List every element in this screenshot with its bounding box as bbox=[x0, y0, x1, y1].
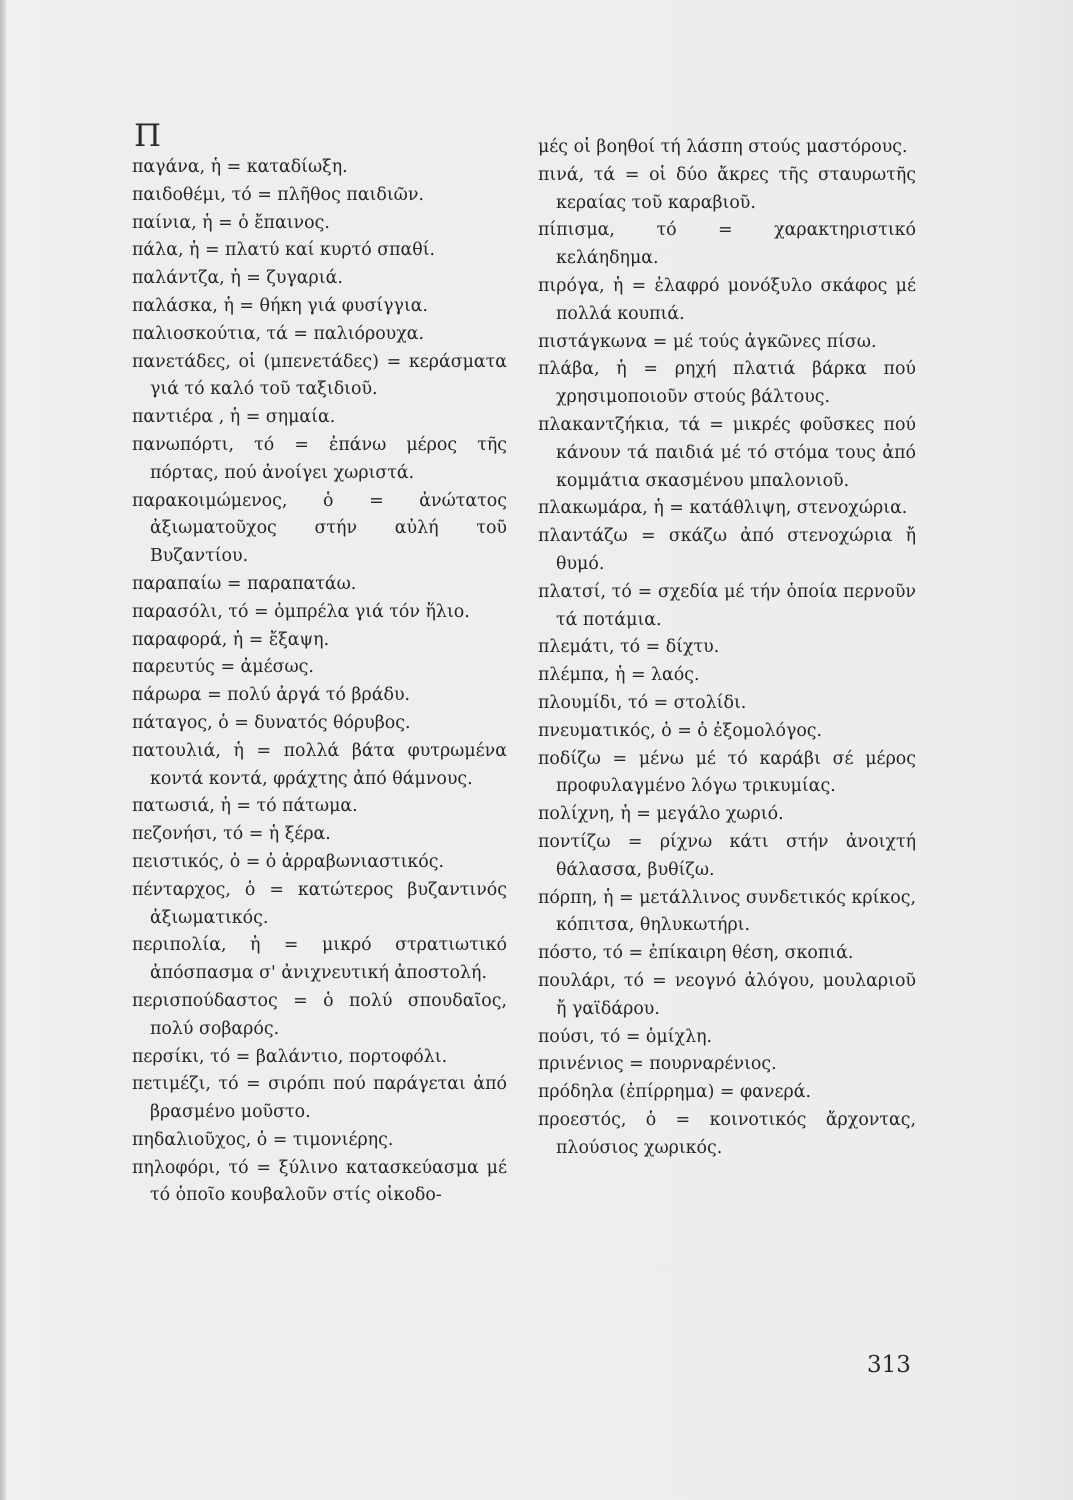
glossary-entry: πόστο, τό = ἐπίκαιρη θέση, σκοπιά. bbox=[538, 943, 854, 964]
glossary-entry: παραπαίω = παραπατάω. bbox=[132, 573, 357, 594]
glossary-entry: πινά, τά = οἱ δύο ἄκρες τῆς σταυρωτῆς κεραίας τοῦ καραβιοῦ. bbox=[538, 164, 916, 213]
glossary-entry: πατωσιά, ἡ = τό πάτωμα. bbox=[132, 796, 358, 817]
glossary-entry: πάταγος, ὁ = δυνατός θόρυβος. bbox=[132, 712, 411, 733]
right-column bbox=[538, 134, 916, 1162]
glossary-entry: πλακωμάρα, ἡ = κατάθλιψη, στενοχώρια. bbox=[538, 498, 908, 519]
glossary-entry: παρευτύς = ἀμέσως. bbox=[132, 657, 314, 678]
glossary-entry: πειστικός, ὁ = ὁ ἀρραβωνιαστικός. bbox=[132, 851, 445, 872]
glossary-entry: παραφορά, ἡ = ἔξαψη. bbox=[132, 629, 330, 650]
glossary-entry: πνευματικός, ὁ = ὁ ἐξομολόγος. bbox=[538, 720, 823, 741]
glossary-entry: παρασόλι, τό = ὀμπρέλα γιά τόν ἥλιο. bbox=[132, 601, 470, 622]
glossary-entry: πατουλιά, ἡ = πολλά βάτα φυτρωμένα κοντά κοντά, φράχτης ἀπό θάμνους. bbox=[132, 740, 507, 789]
glossary-entry: πένταρχος, ὁ = κατώτερος βυζαντινός ἀξιωματικός. bbox=[132, 879, 507, 928]
glossary-entry: πάλα, ἡ = πλατύ καί κυρτό σπαθί. bbox=[132, 240, 436, 261]
left-column bbox=[132, 154, 507, 1210]
glossary-entry: προεστός, ὁ = κοινοτικός ἄρχοντας, πλούσιος χωρικός. bbox=[538, 1109, 916, 1158]
glossary-entry: πλακαντζήκια, τά = μικρές φοῦσκες πού κάνουν τά παιδιά μέ τό στόμα τους ἀπό κομμάτια σκασμένου μπαλονιοῦ. bbox=[538, 414, 916, 491]
glossary-entry: παρακοιμώμενος, ὁ = ἀνώτατος ἀξιωματοῦχος στήν αὐλή τοῦ Βυζαντίου. bbox=[132, 490, 507, 567]
glossary-entry: ποντίζω = ρίχνω κάτι στήν ἀνοιχτή θάλασσα, βυθίζω. bbox=[538, 831, 916, 880]
glossary-entry: περσίκι, τό = βαλάντιο, πορτοφόλι. bbox=[132, 1046, 448, 1067]
glossary-entry: πλέμπα, ἡ = λαός. bbox=[538, 665, 700, 686]
glossary-entry: πουλάρι, τό = νεογνό ἀλόγου, μουλαριοῦ ἤ γαϊδάρου. bbox=[538, 970, 916, 1019]
glossary-entry: πετιμέζι, τό = σιρόπι πού παράγεται ἀπό βρασμένο μοῦστο. bbox=[132, 1074, 507, 1123]
glossary-entry: παλάσκα, ἡ = θήκη γιά φυσίγγια. bbox=[132, 295, 429, 316]
glossary-entry: περισπούδαστος = ὁ πολύ σπουδαῖος, πολύ σοβαρός. bbox=[132, 990, 507, 1039]
glossary-entry: πολίχνη, ἡ = μεγάλο χωριό. bbox=[538, 804, 784, 825]
glossary-entry: πηλοφόρι, τό = ξύλινο κατασκεύασμα μέ τό ὁποῖο κουβαλοῦν στίς οἰκοδο- bbox=[132, 1157, 507, 1206]
glossary-entry: πόρπη, ἡ = μετάλλινος συνδετικός κρίκος, κόπιτσα, θηλυκωτήρι. bbox=[538, 887, 916, 936]
glossary-entry: πλαντάζω = σκάζω ἀπό στενοχώρια ἤ θυμό. bbox=[538, 526, 916, 574]
glossary-entry: περιπολία, ἡ = μικρό στρατιωτικό ἀπόσπασμα σ' ἀνιχνευτική ἀποστολή. bbox=[132, 935, 507, 984]
glossary-entry: παίνια, ἡ = ὁ ἔπαινος. bbox=[132, 212, 330, 233]
glossary-entry: παγάνα, ἡ = καταδίωξη. bbox=[132, 157, 348, 177]
glossary-entry: παλάντζα, ἡ = ζυγαριά. bbox=[132, 268, 343, 289]
glossary-entry: πανετάδες, οἱ (μπενετάδες) = κεράσματα γιά τό καλό τοῦ ταξιδιοῦ. bbox=[132, 351, 507, 400]
glossary-entry: πάρωρα = πολύ ἀργά τό βράδυ. bbox=[132, 685, 411, 706]
glossary-entry: πανωπόρτι, τό = ἐπάνω μέρος τῆς πόρτας, πού ἀνοίγει χωριστά. bbox=[132, 434, 507, 483]
glossary-entry: ποδίζω = μένω μέ τό καράβι σέ μέρος προφυλαγμένο λόγω τρικυμίας. bbox=[538, 748, 916, 797]
glossary-entry: πλεμάτι, τό = δίχτυ. bbox=[538, 637, 720, 658]
glossary-entry: πρόδηλα (ἐπίρρημα) = φανερά. bbox=[538, 1082, 811, 1103]
glossary-entry: πεζονήσι, τό = ἡ ξέρα. bbox=[132, 824, 331, 845]
glossary-entry: πλουμίδι, τό = στολίδι. bbox=[538, 692, 747, 713]
glossary-entry: πλάβα, ἡ = ρηχή πλατιά βάρκα πού χρησιμοποιοῦν στούς βάλτους. bbox=[538, 359, 916, 408]
glossary-entry: μές οἱ βοηθοί τή λάσπη στούς μαστόρους. bbox=[538, 137, 908, 157]
glossary-entry: παντιέρα , ἡ = σημαία. bbox=[132, 407, 336, 428]
glossary-entry: πηδαλιοῦχος, ὁ = τιμονιέρης. bbox=[132, 1129, 394, 1150]
glossary-entry: πρινένιος = πουρναρένιος. bbox=[538, 1054, 777, 1075]
section-letter: Π bbox=[134, 118, 163, 154]
glossary-entry: πιστάγκωνα = μέ τούς ἀγκῶνες πίσω. bbox=[538, 331, 877, 352]
glossary-entry: πούσι, τό = ὁμίχλη. bbox=[538, 1026, 713, 1047]
glossary-entry: παλιοσκούτια, τά = παλιόρουχα. bbox=[132, 323, 425, 344]
glossary-entry: πιρόγα, ἡ = ἐλαφρό μονόξυλο σκάφος μέ πολλά κουπιά. bbox=[538, 275, 916, 324]
glossary-entry: παιδοθέμι, τό = πλῆθος παιδιῶν. bbox=[132, 184, 424, 205]
glossary-entry: πίπισμα, τό = χαρακτηριστικό κελάηδημα. bbox=[538, 220, 916, 269]
page-number: 313 bbox=[867, 1352, 911, 1378]
book-spine-shadow bbox=[0, 0, 6, 1500]
glossary-entry: πλατσί, τό = σχεδία μέ τήν ὁποία περνοῦν τά ποτάμια. bbox=[538, 581, 916, 630]
